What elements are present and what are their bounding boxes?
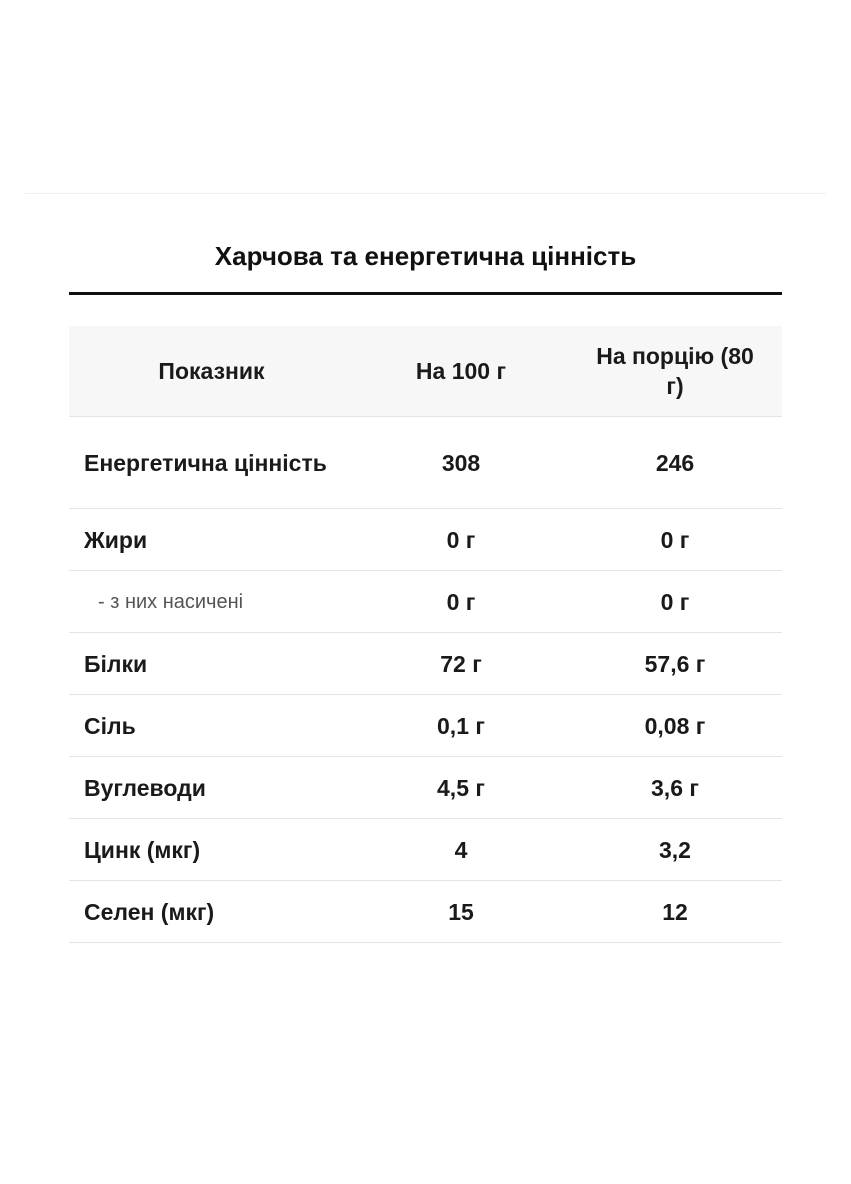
- row-per-portion: 246: [655, 449, 695, 476]
- table-row: [69, 819, 782, 881]
- header-per-100g: На 100 г: [415, 358, 507, 384]
- row-per-100g: 0,1 г: [437, 712, 485, 739]
- table-header-row: [69, 326, 782, 417]
- row-name: Білки: [84, 650, 148, 677]
- row-per-portion: 0 г: [660, 588, 690, 615]
- page-title: Харчова та енергетична цінність: [214, 241, 637, 271]
- row-name: Цинк (мкг): [84, 836, 201, 863]
- row-per-100g: 0 г: [446, 526, 476, 553]
- row-per-100g: 0 г: [446, 588, 476, 615]
- row-per-portion: 0 г: [660, 526, 690, 553]
- table-row: [69, 757, 782, 819]
- table-row: [69, 571, 782, 633]
- row-per-portion: 0,08 г: [644, 712, 706, 739]
- nutrition-table: [69, 326, 782, 943]
- row-per-100g: 72 г: [440, 650, 482, 677]
- top-divider: [25, 193, 826, 194]
- row-per-portion: 3,6 г: [651, 774, 699, 801]
- title-underline: [69, 292, 782, 295]
- row-per-100g: 4,5 г: [437, 774, 485, 801]
- row-per-portion: 3,2: [659, 836, 691, 863]
- table-row: [69, 417, 782, 509]
- row-per-portion: 12: [662, 898, 688, 925]
- row-per-portion: 57,6 г: [644, 650, 706, 677]
- table-row: [69, 695, 782, 757]
- header-indicator: Показник: [158, 358, 265, 384]
- row-name: Енергетична цінність: [84, 449, 327, 476]
- table-row: [69, 633, 782, 695]
- header-per-portion: На порцію (80 г): [596, 343, 754, 399]
- row-per-100g: 15: [448, 898, 474, 925]
- row-name: Селен (мкг): [84, 898, 215, 925]
- row-name: Жири: [84, 526, 148, 553]
- row-name: Вуглеводи: [84, 774, 206, 801]
- table-row: [69, 881, 782, 943]
- row-name: - з них насичені: [98, 590, 244, 613]
- row-per-100g: 4: [454, 836, 468, 863]
- row-name: Сіль: [84, 712, 136, 739]
- row-per-100g: 308: [441, 449, 481, 476]
- table-row: [69, 509, 782, 571]
